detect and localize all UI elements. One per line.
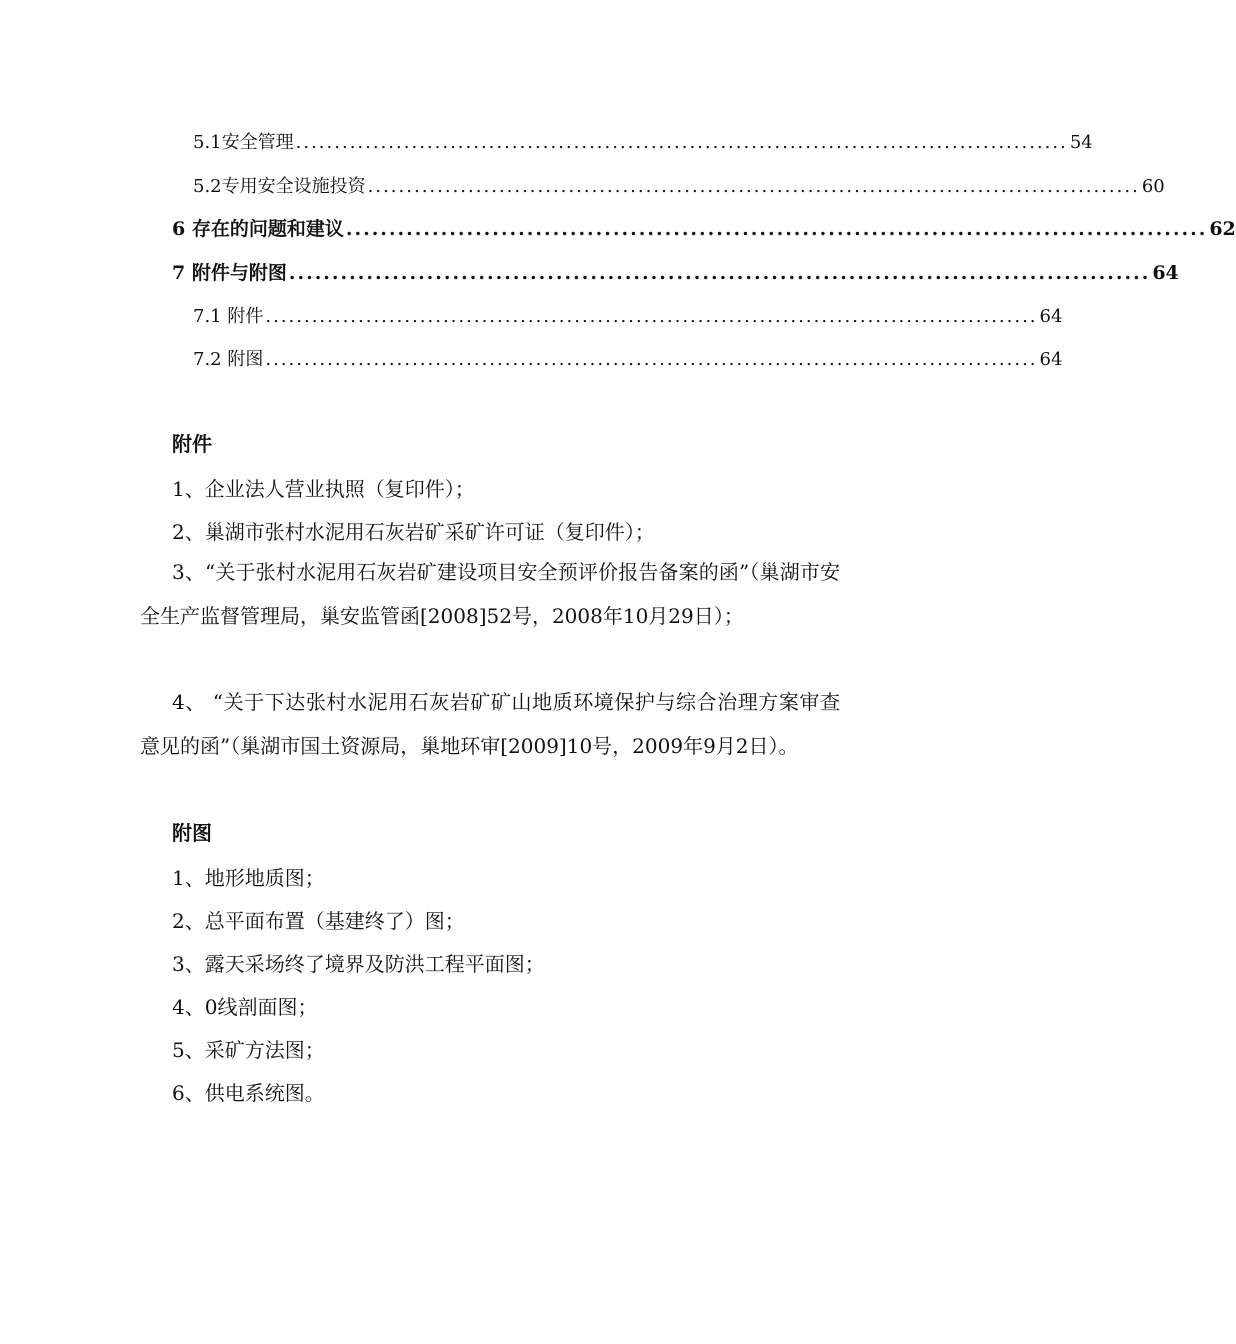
attachment-item: 2、巢湖市张村水泥用石灰岩矿采矿许可证（复印件）； [172,520,655,544]
toc-entry-5-1[interactable] [193,128,1093,154]
toc-entry-page: 60 [1141,176,1165,197]
figure-item: 4、0线剖面图； [172,995,318,1019]
toc-leader-dots: .................................................................................................... [265,306,1038,327]
toc-entry-title: 7 附件与附图 [172,262,287,284]
toc-leader-dots: .................................................................................................... [265,349,1038,370]
toc-entry-7-2[interactable] [193,345,1063,371]
toc-entry-title: 5.2专用安全设施投资 [193,176,366,197]
figure-item: 5、采矿方法图； [172,1038,325,1062]
attachment-item: 1、企业法人营业执照（复印件）； [172,477,475,501]
toc-leader-dots: .................................................................................................... [345,218,1208,240]
figure-item: 3、露天采场终了境界及防洪工程平面图； [172,952,545,976]
toc-entry-page: 54 [1069,132,1093,153]
toc-leader-dots: .................................................................................................... [295,132,1068,153]
toc-entry-page: 64 [1039,349,1063,370]
toc-entry-5-2[interactable] [193,172,1165,198]
toc-entry-page: 64 [1039,306,1063,327]
toc-entry-title: 6 存在的问题和建议 [172,218,344,240]
attachments-heading: 附件 [172,432,212,456]
toc-leader-dots: .................................................................................................... [367,176,1140,197]
figure-item: 2、总平面布置（基建终了）图； [172,909,465,933]
figure-item: 1、地形地质图； [172,866,325,890]
toc-entry-6[interactable] [172,214,1236,241]
toc-entry-7[interactable] [172,258,1179,285]
toc-entry-page: 62 [1209,218,1236,240]
toc-entry-title: 7.1 附件 [193,306,264,327]
attachment-item: 4、 “关于下达张村水泥用石灰岩矿矿山地质环境保护与综合治理方案审查意见的函”（巢湖市国土资源局，巢地环审[2009]10号，2009年9月2日）。 [140,690,840,758]
toc-leader-dots: .................................................................................................... [288,262,1151,284]
toc-entry-title: 7.2 附图 [193,349,264,370]
figure-item: 6、供电系统图。 [172,1081,325,1105]
toc-entry-7-1[interactable] [193,302,1063,328]
figures-heading: 附图 [172,821,212,845]
attachment-item: 3、“关于张村水泥用石灰岩矿建设项目安全预评价报告备案的函”（巢湖市安全生产监督管理局，巢安监管函[2008]52号，2008年10月29日）； [140,560,840,628]
toc-entry-title: 5.1安全管理 [193,132,294,153]
toc-entry-page: 64 [1152,262,1179,284]
